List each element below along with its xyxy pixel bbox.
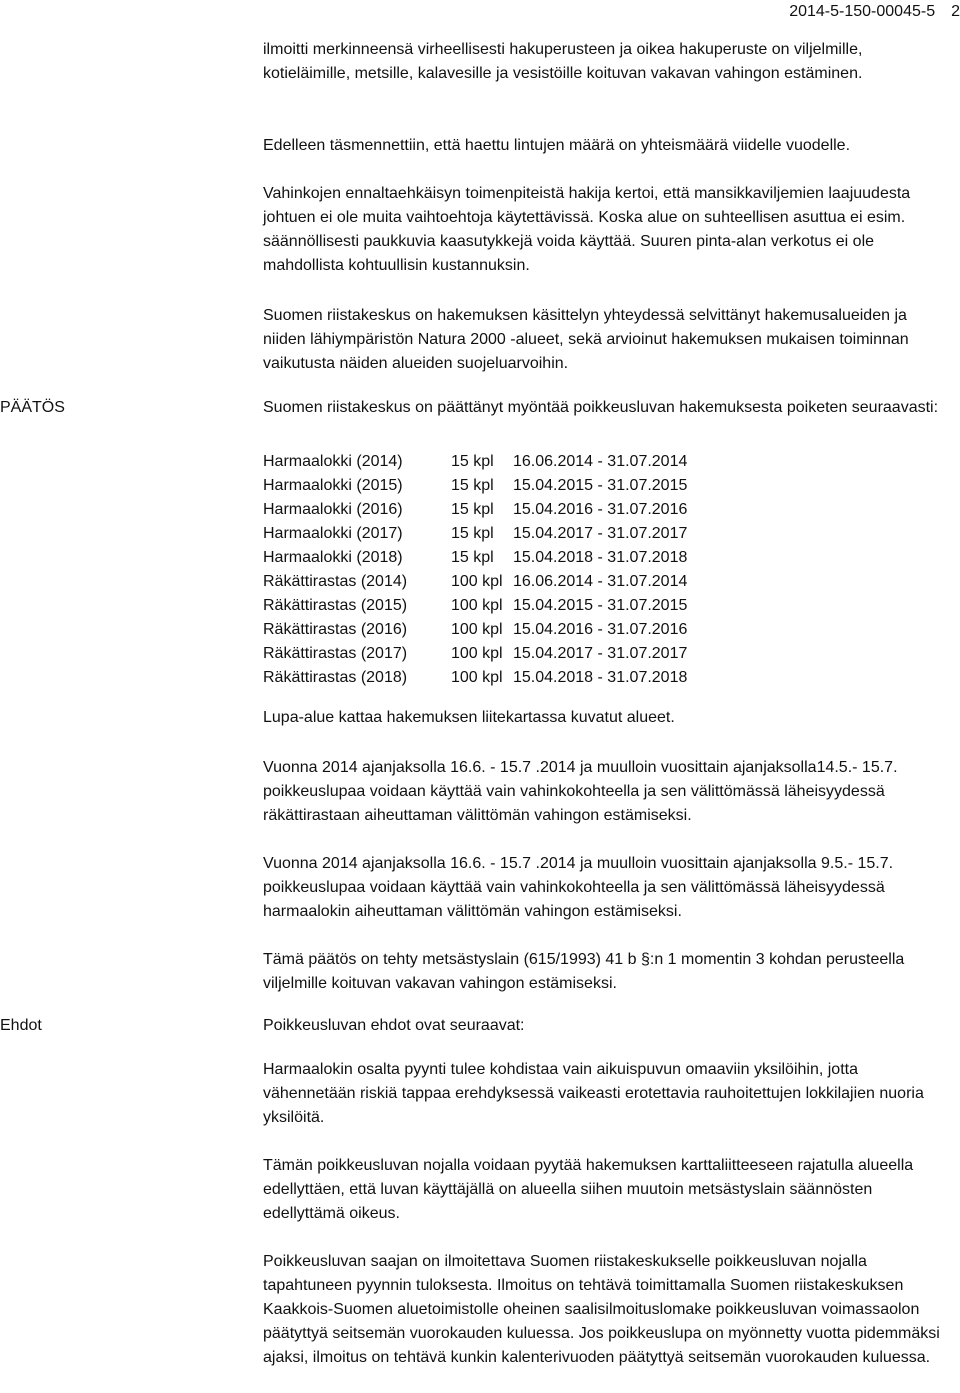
permit-species: Räkättirastas (2017) <box>263 645 408 662</box>
legal-basis <box>263 948 953 996</box>
paragraph-text: Vuonna 2014 ajanjaksolla 16.6. - 15.7 .2014 ja muulloin vuosittain ajanjaksolla14.5.- 15.7. poikkeuslupaa voidaan käyttää vain vahinkokohteella ja sen välittömässä läheisyydessä räkättirastaan aiheuttaman välittömän vahingon estämiseksi. <box>263 759 898 824</box>
permit-row <box>263 666 687 690</box>
paragraph-correction <box>263 38 953 86</box>
condition-hunting-area <box>263 1154 953 1226</box>
paragraph-text: Lupa-alue kattaa hakemuksen liitekartassa kuvatut alueet. <box>263 709 675 726</box>
permit-count: 15 kpl <box>451 549 494 566</box>
permit-species: Räkättirastas (2015) <box>263 597 408 614</box>
paragraph-text: Tämän poikkeusluvan nojalla voidaan pyytää hakemuksen karttaliitteeseen rajatulla alueella edellyttäen, että luvan käyttäjällä on alueella siihen muutoin metsästyslain säännösten edellyttämä oikeus. <box>263 1157 914 1222</box>
permit-count: 100 kpl <box>451 597 503 614</box>
permit-species: Harmaalokki (2018) <box>263 549 403 566</box>
paragraph-text: Edelleen täsmennettiin, että haettu lintujen määrä on yhteismäärä viidelle vuodelle. <box>263 137 851 154</box>
permit-period: 15.04.2018 - 31.07.2018 <box>513 549 688 566</box>
permit-row <box>263 522 687 546</box>
permit-species: Räkättirastas (2018) <box>263 669 408 686</box>
paragraph-text: Poikkeusluvan saajan on ilmoitettava Suomen riistakeskukselle poikkeusluvan nojalla tapahtuneen pyynnin tuloksesta. Ilmoitus on tehtävä toimittamalla Suomen riistakeskuksen Kaakkois-Suomen aluetoimistolle oheinen saalisilmoituslomake poikkeusluvan voimassaolon päätyttyä seitsemän vuorokauden kuluessa. Jos poikkeuslupa on myönnetty vuotta pidemmäksi ajaksi, ilmoitus on tehtävä kunkin kalenterivuoden päätyttyä seitsemän vuorokauden kuluessa. <box>263 1253 940 1366</box>
permit-species: Harmaalokki (2017) <box>263 525 403 542</box>
permit-species: Harmaalokki (2016) <box>263 501 403 518</box>
permit-count: 100 kpl <box>451 621 503 638</box>
permit-count: 15 kpl <box>451 501 494 518</box>
section-label-decision: PÄÄTÖS <box>0 399 65 416</box>
document-id: 2014-5-150-00045-5 <box>789 3 936 20</box>
permit-count: 15 kpl <box>451 525 494 542</box>
permit-species: Harmaalokki (2014) <box>263 453 403 470</box>
paragraph-natura-assessment <box>263 304 953 376</box>
permit-count: 100 kpl <box>451 573 503 590</box>
decision-intro <box>263 396 953 420</box>
permit-period: 15.04.2016 - 31.07.2016 <box>513 501 688 518</box>
permit-count: 100 kpl <box>451 645 503 662</box>
note-gull-period <box>263 852 953 924</box>
permit-row <box>263 546 687 570</box>
paragraph-text: Vahinkojen ennaltaehkäisyn toimenpiteistä hakija kertoi, että mansikkaviljemien laajuudesta johtuen ei ole muita vaihtoehtoja käytettävissä. Koska alue on suhteellisen asuttua ei esim. säännöllisesti paukkuvia kaasutykkejä voida käyttää. Suuren pinta-alan verkotus ei ole mahdollista kohtuullisin kustannuksin. <box>263 185 911 274</box>
page-header <box>789 2 960 22</box>
permit-row <box>263 498 687 522</box>
permit-species: Räkättirastas (2014) <box>263 573 408 590</box>
permit-row <box>263 618 687 642</box>
permit-count: 15 kpl <box>451 453 494 470</box>
permit-row <box>263 594 687 618</box>
permit-area-note <box>263 706 953 730</box>
permit-list <box>263 450 687 690</box>
permit-period: 15.04.2015 - 31.07.2015 <box>513 477 688 494</box>
page-number: 2 <box>951 3 960 20</box>
paragraph-text: ilmoitti merkinneensä virheellisesti hakuperusteen ja oikea hakuperuste on viljelmille, kotieläimille, metsille, kalavesille ja vesistöille koituvan vakavan vahingon estäminen. <box>263 41 863 82</box>
section-label-conditions: Ehdot <box>0 1017 42 1034</box>
permit-species: Harmaalokki (2015) <box>263 477 403 494</box>
permit-period: 15.04.2015 - 31.07.2015 <box>513 597 688 614</box>
paragraph-text: Suomen riistakeskus on päättänyt myöntää poikkeusluvan hakemuksesta poiketen seuraavasti: <box>263 399 939 416</box>
permit-row <box>263 642 687 666</box>
paragraph-text: Vuonna 2014 ajanjaksolla 16.6. - 15.7 .2014 ja muulloin vuosittain ajanjaksolla 9.5.- 15.7. poikkeuslupaa voidaan käyttää vain vahinkokohteella ja sen välittömässä läheisyydessä harmaalokin aiheuttaman välittömän vahingon estämiseksi. <box>263 855 894 920</box>
permit-period: 15.04.2017 - 31.07.2017 <box>513 645 688 662</box>
paragraph-clarification <box>263 134 953 158</box>
permit-period: 16.06.2014 - 31.07.2014 <box>513 453 688 470</box>
paragraph-text: Suomen riistakeskus on hakemuksen käsittelyn yhteydessä selvittänyt hakemusalueiden ja niiden lähiympäristön Natura 2000 -alueet, sekä arvioinut hakemuksen mukaisen toiminnan vaikutusta näiden alueiden suojeluarvoihin. <box>263 307 909 372</box>
paragraph-text: Tämä päätös on tehty metsästyslain (615/1993) 41 b §:n 1 momentin 3 kohdan perusteella viljelmille koituvan vakavan vahingon estämiseksi. <box>263 951 905 992</box>
permit-count: 100 kpl <box>451 669 503 686</box>
paragraph-text: Harmaalokin osalta pyynti tulee kohdistaa vain aikuispuvun omaaviin yksilöihin, jotta vähennetään riskiä tappaa erehdyksessä vaikeasti erotettavia rauhoitettujen lokkilajien nuoria yksilöitä. <box>263 1061 924 1126</box>
condition-gull-adults <box>263 1058 953 1130</box>
condition-reporting <box>263 1250 953 1370</box>
permit-species: Räkättirastas (2016) <box>263 621 408 638</box>
paragraph-text: Poikkeusluvan ehdot ovat seuraavat: <box>263 1017 525 1034</box>
permit-period: 15.04.2017 - 31.07.2017 <box>513 525 688 542</box>
permit-row <box>263 450 687 474</box>
permit-row <box>263 474 687 498</box>
permit-row <box>263 570 687 594</box>
permit-period: 16.06.2014 - 31.07.2014 <box>513 573 688 590</box>
conditions-intro <box>263 1014 953 1038</box>
permit-period: 15.04.2018 - 31.07.2018 <box>513 669 688 686</box>
paragraph-prevention-measures <box>263 182 953 278</box>
permit-count: 15 kpl <box>451 477 494 494</box>
note-thrush-period <box>263 756 953 828</box>
permit-period: 15.04.2016 - 31.07.2016 <box>513 621 688 638</box>
